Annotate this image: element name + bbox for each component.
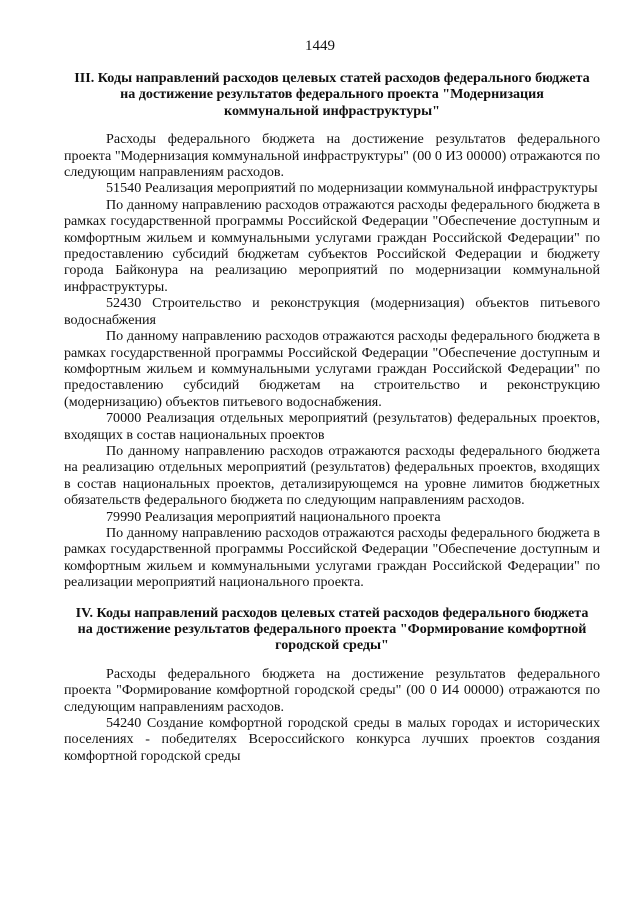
- paragraph-51540-description: По данному направлению расходов отражаются расходы федерального бюджета в рамках государственной программы Российской Федерации "Обеспечение доступным и комфортным жильем и коммунальными услугами граждан Российской Федерации" по предоставлению субсидий бюджетам субъектов Российской Федерации и бюджету города Байконура на реализацию мероприятий по модернизации коммунальной инфраструктуры.: [64, 196, 600, 295]
- paragraph-79990-title: 79990 Реализация мероприятий национального проекта: [106, 508, 441, 525]
- section-3-intro-paragraph: Расходы федерального бюджета на достижение результатов федерального проекта "Модернизация коммунальной инфраструктуры" (00 0 И3 00000) отражаются по следующим направлениям расходов.: [64, 131, 600, 181]
- paragraph-51540-title: 51540 Реализация мероприятий по модернизации коммунальной инфраструктуры: [106, 180, 598, 197]
- paragraph-52430-description: По данному направлению расходов отражаются расходы федерального бюджета в рамках государственной программы Российской Федерации "Обеспечение доступным и комфортным жильем и коммунальными услугами граждан Российской Федерации" по предоставлению субсидий бюджетам на строительство и реконструкцию (модернизацию) объектов питьевого водоснабжения.: [64, 328, 600, 410]
- paragraph-79990-description: По данному направлению расходов отражаются расходы федерального бюджета в рамках государственной программы Российской Федерации "Обеспечение доступным и комфортным жильем и коммунальными услугами граждан Российской Федерации" по реализации мероприятий национального проекта.: [64, 524, 600, 591]
- document-body: [64, 70, 600, 764]
- paragraph-70000-title: 70000 Реализация отдельных мероприятий (результатов) федеральных проектов, входящих в состав национальных проектов: [64, 410, 600, 443]
- paragraph-54240-title: 54240 Создание комфортной городской среды в малых городах и исторических поселениях - победителях Всероссийского конкурса лучших проектов создания комфортной городской среды: [64, 715, 600, 764]
- section-3-heading: III. Коды направлений расходов целевых статей расходов федерального бюджета на достижение результатов федерального проекта "Модернизация коммунальной инфраструктуры": [74, 70, 590, 119]
- section-4-intro-paragraph: Расходы федерального бюджета на достижение результатов федерального проекта "Формирование комфортной городской среды" (00 0 И4 00000) отражаются по следующим направлениям расходов.: [64, 665, 600, 715]
- paragraph-52430-title: 52430 Строительство и реконструкция (модернизация) объектов питьевого водоснабжения: [64, 295, 600, 328]
- page-number: 1449: [305, 38, 335, 54]
- section-4-heading: IV. Коды направлений расходов целевых статей расходов федерального бюджета на достижение результатов федерального проекта "Формирование комфортной городской среды": [75, 604, 589, 654]
- paragraph-70000-description: По данному направлению расходов отражаются расходы федерального бюджета на реализацию отдельных мероприятий (результатов) федеральных проектов, входящих в состав национальных проектов, детализирующемся на уровне лимитов бюджетных обязательств федерального бюджета по следующим направлениям расходов.: [64, 442, 600, 509]
